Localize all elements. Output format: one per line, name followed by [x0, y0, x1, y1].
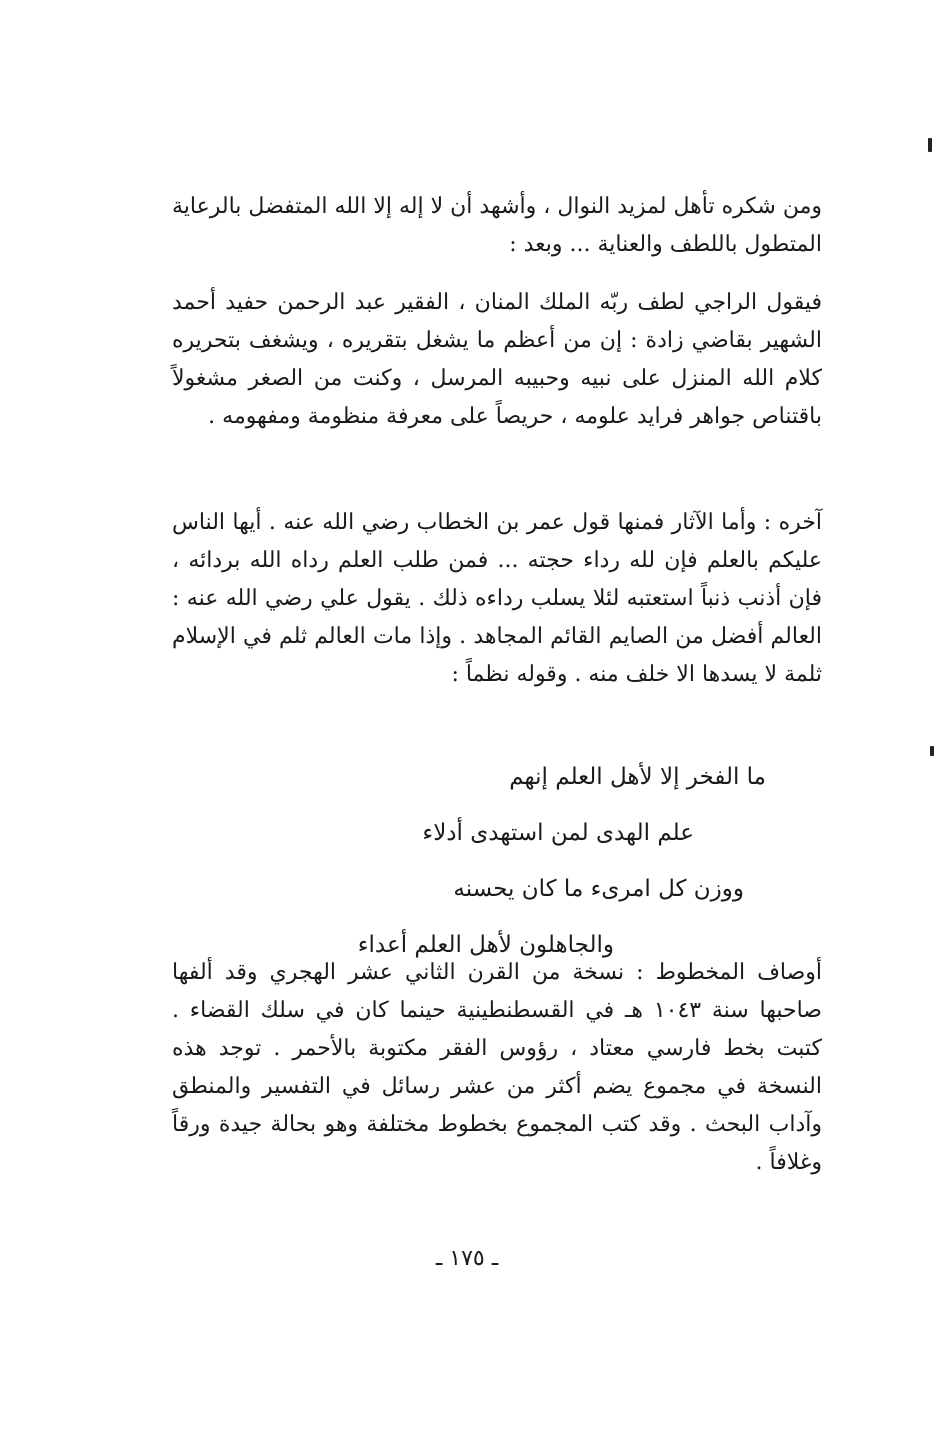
paragraph-ending: آخره : وأما الآثار فمنها قول عمر بن الخطاب رضي الله عنه . أيها الناس عليكم بالعلم فإن لله رداء حجته ... فمن طلب العلم رداه الله بردائه ، فإن أذنب ذنباً استعتبه لئلا يسلب رداءه ذلك . يقول علي رضي الله عنه : العالم أفضل من الصايم القائم المجاهد . وإذا مات العالم ثلم في الإسلام ثلمة لا يسدها الا خلف منه . وقوله نظماً :	[172, 510, 822, 687]
verse-line: علم الهدى لمن استهدى أدلاء	[422, 820, 694, 846]
paragraph-opening: ومن شكره تأهل لمزيد النوال ، وأشهد أن لا إله إلا الله المتفضل بالرعاية المتطول باللطف والعناية ... وبعد :	[172, 194, 822, 257]
scan-artifact	[928, 138, 932, 152]
page-number: ـ ١٧٥ ـ	[435, 1246, 499, 1271]
paragraph-introduction: فيقول الراجي لطف ربّه الملك المنان ، الفقير عبد الرحمن حفيد أحمد الشهير بقاضي زادة : إن من أعظم ما يشغل بتقريره ، ويشغف بتحريره كلام الله المنزل على نبيه وحبيبه المرسل ، وكنت من الصغر مشغولاً باقتناص جواهر فرايد علومه ، حريصاً على معرفة منظومة ومفهومه .	[172, 290, 822, 429]
paragraph-manuscript-description: أوصاف المخطوط : نسخة من القرن الثاني عشر الهجري وقد ألفها صاحبها سنة ١٠٤٣ هـ في القسطنطينية حينما كان في سلك القضاء . كتبت بخط فارسي معتاد ، رؤوس الفقر مكتوبة بالأحمر . توجد هذه النسخة في مجموع يضم أكثر من عشر رسائل في التفسير والمنطق وآداب البحث . وقد كتب المجموع بخطوط مختلفة وهو بحالة جيدة ورقاً وغلافاً .	[172, 960, 822, 1175]
verse-line: ما الفخر إلا لأهل العلم إنهم	[509, 764, 766, 790]
verse-line: والجاهلون لأهل العلم أعداء	[357, 932, 614, 958]
scan-artifact	[930, 746, 934, 756]
verse-line: ووزن كل امرىء ما كان يحسنه	[453, 876, 744, 902]
